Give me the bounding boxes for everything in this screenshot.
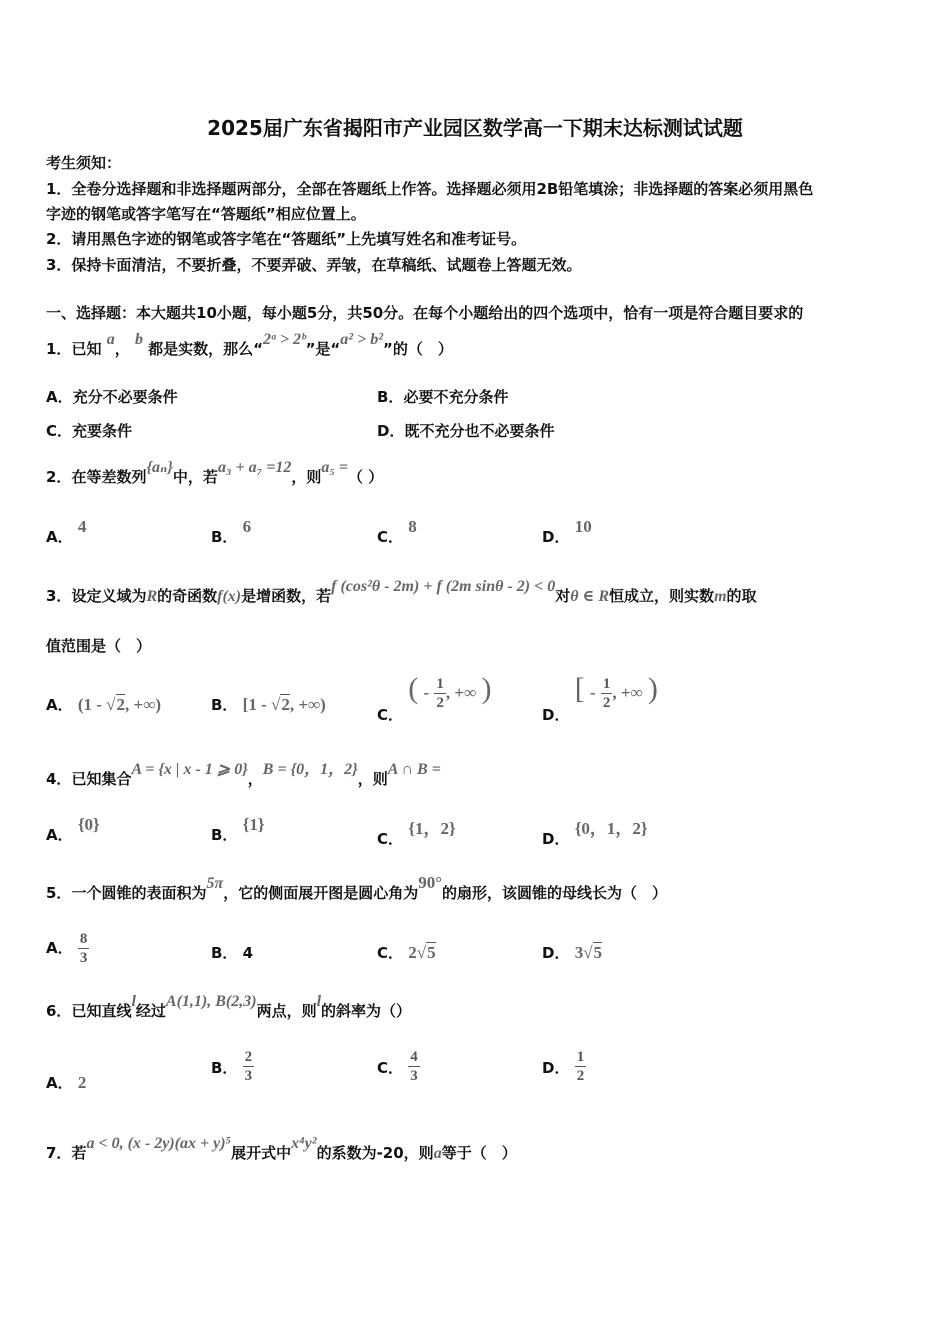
option-label: D．: [377, 422, 405, 440]
q2-option-d[interactable]: [542, 517, 592, 547]
text: 中，若: [172, 468, 218, 486]
text: 的斜率为（）: [321, 1002, 412, 1020]
text: -: [423, 683, 430, 702]
text: ，: [114, 340, 130, 358]
radicand: 5: [427, 943, 436, 962]
question-number: 7．: [46, 1144, 72, 1162]
option-label: C．: [377, 528, 404, 546]
denominator: 2: [576, 1068, 585, 1084]
math-expr: a² > b²: [340, 331, 384, 348]
left-bracket: [: [574, 672, 585, 705]
option-label: A．: [46, 1074, 73, 1092]
math-expr: A ∩ B =: [387, 761, 441, 778]
math-expr: 2ᵃ > 2ᵇ: [263, 331, 306, 348]
text: ，则: [357, 770, 388, 788]
text: 已知集合: [71, 770, 132, 788]
option-label: C．: [46, 422, 73, 440]
option-math: [1 - √2, +∞): [242, 695, 326, 714]
numerator: 1: [576, 1049, 585, 1065]
option-label: D．: [542, 528, 570, 546]
question-number: 5．: [46, 884, 72, 902]
text: 的系数为-20，则: [316, 1144, 434, 1162]
numerator: 1: [436, 676, 444, 692]
fraction: [78, 930, 90, 967]
option-label: C．: [377, 830, 404, 848]
text: 是增函数，若: [241, 587, 332, 605]
q4-option-a[interactable]: [46, 815, 100, 845]
right-bracket: ): [647, 672, 658, 705]
math-expr: 5π: [206, 875, 224, 892]
text: 的取: [726, 587, 757, 605]
option-text: {1}: [242, 815, 265, 834]
fraction: [408, 1048, 420, 1085]
math-expr: {aₙ}: [146, 459, 173, 476]
option-label: C．: [377, 706, 404, 724]
option-text: 8: [408, 517, 417, 536]
q3-option-c[interactable]: [377, 672, 492, 724]
option-label: D．: [542, 830, 570, 848]
option-text: 必要不充分条件: [403, 388, 509, 406]
q1-option-b[interactable]: [377, 386, 508, 407]
option-text: 6: [242, 517, 252, 536]
option-label: C．: [377, 944, 404, 962]
math-expr: A = {x | x - 1 ⩾ 0}: [131, 761, 248, 778]
option-label: D．: [542, 1059, 570, 1077]
text: 已知直线: [71, 1002, 132, 1020]
text: 两点，则: [256, 1002, 317, 1020]
radicand: 5: [593, 943, 603, 962]
radicand: 2: [281, 695, 290, 714]
option-label: A．: [46, 696, 73, 714]
option-label: B．: [211, 1059, 238, 1077]
text: , +∞): [125, 695, 161, 714]
option-label: A．: [46, 826, 73, 844]
fraction: [243, 1048, 255, 1085]
option-text: 充分不必要条件: [72, 388, 178, 406]
notice-heading: 考生须知：: [46, 154, 122, 172]
notice-item-3: 3．保持卡面清洁，不要折叠，不要弄破、弄皱，在草稿纸、试题卷上答题无效。: [46, 256, 582, 274]
math-var: m: [714, 588, 727, 605]
option-text: 4: [77, 517, 87, 536]
q4-option-d[interactable]: [542, 819, 648, 849]
left-bracket: (: [408, 672, 419, 705]
denominator: 2: [436, 695, 444, 711]
text: 一个圆锥的表面积为: [71, 884, 207, 902]
text: 对: [555, 587, 571, 605]
question-number: 6．: [46, 1002, 72, 1020]
text: 若: [71, 1144, 87, 1162]
denominator: 2: [602, 695, 611, 711]
option-label: B．: [211, 696, 238, 714]
text: 在等差数列: [71, 468, 147, 486]
math-var: b: [134, 331, 143, 348]
text: ，则: [291, 468, 322, 486]
q1-option-d[interactable]: [377, 420, 554, 441]
text: 展开式中: [231, 1144, 292, 1162]
option-text: 10: [574, 517, 592, 536]
numerator: 2: [244, 1049, 253, 1065]
math-expr: a < 0, (x - 2y)(ax + y)⁵: [86, 1135, 232, 1152]
text: 恒成立，则实数: [609, 587, 715, 605]
text: 设定义域为: [71, 587, 147, 605]
question-7: [46, 1135, 517, 1163]
coefficient: 2: [408, 943, 417, 962]
q5-option-a[interactable]: [46, 930, 89, 967]
text: 已知: [71, 340, 102, 358]
q2-option-a[interactable]: [46, 517, 87, 547]
text: 经过: [135, 1002, 166, 1020]
question-4: [46, 761, 441, 789]
denominator: 3: [244, 1068, 253, 1084]
math-var: l: [316, 993, 322, 1010]
text: [1 -: [242, 695, 271, 714]
section-heading: 一、选择题：本大题共10小题，每小题5分，共50分。在每个小题给出的四个选项中，恰有一项是符合题目要求的: [46, 304, 804, 322]
q2-option-b[interactable]: [211, 517, 252, 547]
q4-option-b[interactable]: [211, 815, 265, 845]
question-6: [46, 993, 412, 1021]
q3-option-a[interactable]: [46, 694, 161, 715]
option-label: B．: [377, 388, 404, 406]
text: 都是实数，那么“: [148, 340, 264, 358]
math-var: l: [131, 993, 136, 1010]
text: （ ）: [348, 468, 384, 486]
notice-item-2: 2．请用黑色字迹的钢笔或答字笔在“答题纸”上先填写姓名和准考证号。: [46, 230, 527, 248]
right-bracket: ): [481, 672, 492, 705]
math-expr: A(1,1), B(2,3): [165, 993, 257, 1010]
q6-option-c[interactable]: [377, 1048, 420, 1085]
q3-option-d[interactable]: [542, 672, 658, 724]
math-expr: θ ∈ R: [570, 588, 610, 605]
option-label: A．: [46, 939, 73, 957]
option-math: (1 - √2, +∞): [77, 695, 161, 714]
option-label: D．: [542, 706, 570, 724]
option-text: {0}: [77, 815, 100, 834]
text: 的扇形，该圆锥的母线长为（ ）: [442, 884, 668, 902]
text: 等于（ ）: [441, 1144, 517, 1162]
text: ，: [247, 770, 263, 788]
numerator: 4: [410, 1049, 418, 1065]
option-text: {0，1，2}: [574, 819, 648, 838]
question-number: 3．: [46, 587, 72, 605]
text: , +∞): [289, 695, 326, 714]
option-text: 充要条件: [72, 422, 133, 440]
text: -: [589, 683, 596, 702]
q6-option-d[interactable]: [542, 1048, 586, 1085]
option-label: B．: [211, 944, 238, 962]
text: ”的（ ）: [383, 340, 453, 358]
option-label: C．: [377, 1059, 404, 1077]
q5-option-c[interactable]: [377, 942, 436, 963]
q2-option-c[interactable]: [377, 517, 417, 547]
math-expr: a₃ + a₇ =12: [217, 459, 292, 476]
math-expr: x⁴y²: [291, 1135, 317, 1152]
numerator: 1: [602, 676, 611, 692]
denominator: 3: [79, 950, 88, 966]
text: (1 -: [77, 695, 107, 714]
text: 的奇函数: [157, 587, 218, 605]
question-3-cont: 值范围是（ ）: [46, 637, 152, 655]
option-label: A．: [46, 528, 73, 546]
option-label: B．: [211, 528, 238, 546]
math-expr: f(x): [217, 588, 242, 605]
q1-option-a[interactable]: [46, 386, 178, 407]
q5-option-b[interactable]: [211, 942, 253, 963]
page-title: 2025届广东省揭阳市产业园区数学高一下期末达标测试试题: [207, 116, 743, 140]
q4-option-c[interactable]: [377, 819, 456, 849]
q1-option-c[interactable]: [46, 420, 132, 441]
coefficient: 3: [574, 943, 584, 962]
fraction: [601, 675, 613, 712]
math-var: a: [106, 331, 115, 348]
option-math: 2√5: [408, 943, 436, 962]
fraction: [434, 675, 446, 712]
option-label: A．: [46, 388, 73, 406]
q5-option-d[interactable]: [542, 942, 602, 963]
question-number: 2．: [46, 468, 72, 486]
text: , +∞: [612, 683, 643, 702]
math-var: R: [146, 588, 158, 605]
question-2: [46, 459, 384, 487]
option-label: D．: [542, 944, 570, 962]
question-3: [46, 578, 757, 606]
math-expr: 90°: [418, 873, 443, 892]
math-var: a: [433, 1145, 442, 1162]
option-text: 2: [77, 1073, 87, 1092]
q6-option-a[interactable]: [46, 1072, 86, 1093]
option-math: 3√5: [574, 943, 603, 962]
text: ，它的侧面展开图是圆心角为: [223, 884, 419, 902]
numerator: 8: [79, 931, 88, 947]
option-label: B．: [211, 826, 238, 844]
question-number: 1．: [46, 340, 72, 358]
question-1: [46, 331, 453, 359]
option-text: {1，2}: [408, 819, 456, 838]
notice-item-1: 1．全卷分选择题和非选择题两部分，全部在答题纸上作答。选择题必须用2B铅笔填涂；非选择题的答案必须用黑色: [46, 180, 814, 198]
fraction: [575, 1048, 587, 1085]
option-text: 既不充分也不必要条件: [404, 422, 555, 440]
radicand: 2: [116, 695, 126, 714]
text: , +∞: [445, 683, 477, 702]
notice-item-1-cont: 字迹的钢笔或答字笔写在“答题纸”相应位置上。: [46, 205, 366, 223]
math-expr: B = {0，1，2}: [262, 761, 358, 778]
option-text: 4: [242, 944, 254, 962]
q6-option-b[interactable]: [211, 1048, 254, 1085]
denominator: 3: [410, 1068, 418, 1084]
math-expr: a₅ =: [321, 459, 349, 476]
text: ”是“: [305, 340, 341, 358]
math-expr: f (cos²θ - 2m) + f (2m sinθ - 2) < 0: [331, 578, 556, 595]
question-5: [46, 873, 668, 903]
q3-option-b[interactable]: [211, 694, 326, 715]
question-number: 4．: [46, 770, 72, 788]
